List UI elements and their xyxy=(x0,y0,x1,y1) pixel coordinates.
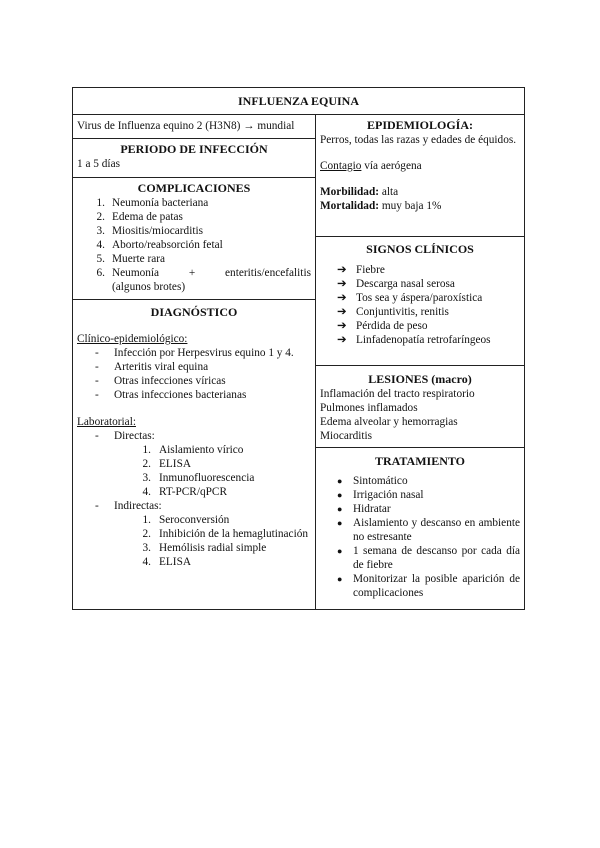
list-item: - Directas: xyxy=(95,430,155,442)
list-item: 3. Miositis/miocarditis xyxy=(96,225,204,237)
list-item: 4. Aborto/reabsorción fetal xyxy=(96,239,223,251)
complicaciones-list xyxy=(77,196,311,294)
lesion-item: Edema alveolar y hemorragias xyxy=(320,416,458,428)
right-column xyxy=(316,115,524,609)
virus-row xyxy=(73,115,315,139)
list-item: ➔ Tos sea y áspera/paroxística xyxy=(337,292,483,304)
list-item: - Infección por Herpesvirus equino 1 y 4. xyxy=(95,347,294,359)
list-item: ➔ Pérdida de peso xyxy=(337,320,428,332)
list-item: 1. Seroconversión xyxy=(142,514,230,526)
lesion-item: Miocarditis xyxy=(320,430,373,442)
list-item: ➔ Descarga nasal serosa xyxy=(337,278,455,290)
list-item: 2. ELISA xyxy=(142,458,192,470)
left-column xyxy=(73,115,316,609)
laboratorial-list xyxy=(77,429,311,443)
list-item: ● Aislamiento y descanso en ambiente no estresante xyxy=(337,517,520,543)
tratamiento-list xyxy=(320,474,520,600)
contagio-line: Contagio vía aerógena xyxy=(320,160,422,172)
list-item: - Indirectas: xyxy=(95,500,162,512)
lesiones-title: LESIONES (macro) xyxy=(368,372,472,386)
periodo-text: 1 a 5 días xyxy=(77,158,120,170)
complicaciones-title: COMPLICACIONES xyxy=(137,181,251,195)
list-item: ● Monitorizar la posible aparición de complicaciones xyxy=(337,573,520,599)
list-item: - Otras infecciones víricas xyxy=(95,375,226,387)
list-item: 1. Neumonía bacteriana xyxy=(96,197,209,209)
list-item: 2. Edema de patas xyxy=(96,211,183,223)
summary-table xyxy=(72,87,525,610)
list-item: 6. Neumonía + enteritis/encefalitis (algunos brotes) xyxy=(96,267,311,293)
epidemiologia-text: Perros, todas las razas y edades de équidos. xyxy=(320,134,517,146)
morbilidad-line: Morbilidad: alta xyxy=(320,186,399,198)
tratamiento-section xyxy=(316,448,524,602)
bullet-icon: ● xyxy=(337,490,343,500)
virus-text: Virus de Influenza equino 2 (H3N8) → mundial xyxy=(77,120,295,132)
list-item: ● Sintomático xyxy=(337,475,408,487)
table-title: INFLUENZA EQUINA xyxy=(73,88,524,115)
list-item: 5. Muerte rara xyxy=(96,253,165,265)
clinico-label: Clínico-epidemiológico: xyxy=(77,333,188,345)
lesiones-section xyxy=(316,366,524,448)
bullet-icon: ● xyxy=(337,476,343,486)
list-item: ● Hidratar xyxy=(337,503,391,515)
bullet-icon: ● xyxy=(337,546,343,556)
mortalidad-line: Mortalidad: muy baja 1% xyxy=(320,200,442,212)
list-item: ● Irrigación nasal xyxy=(337,489,424,501)
indirectas-label: Indirectas: xyxy=(114,500,162,512)
signos-title: SIGNOS CLÍNICOS xyxy=(366,242,474,256)
bullet-icon: ● xyxy=(337,574,343,584)
indirectas-group xyxy=(77,499,311,513)
list-item: 2. Inhibición de la hemaglutinación xyxy=(142,528,309,540)
indirectas-list xyxy=(77,513,311,569)
epidemiologia-title: EPIDEMIOLOGÍA: xyxy=(366,118,473,132)
signos-list xyxy=(320,263,520,347)
arrow-icon: ➔ xyxy=(337,264,347,276)
bullet-icon: ● xyxy=(337,518,343,528)
list-item: 1. Aislamiento vírico xyxy=(142,444,244,456)
complicaciones-section xyxy=(73,178,315,300)
directas-list xyxy=(77,443,311,499)
list-item: - Otras infecciones bacterianas xyxy=(95,389,247,401)
list-item: 3. Inmunofluorescencia xyxy=(142,472,255,484)
arrow-icon: ➔ xyxy=(337,334,347,346)
arrow-icon: ➔ xyxy=(337,278,347,290)
list-item: ➔ Fiebre xyxy=(337,264,385,276)
list-item: - Arteritis viral equina xyxy=(95,361,209,373)
epidemiologia-section xyxy=(316,115,524,237)
periodo-title: PERIODO DE INFECCIÓN xyxy=(120,142,268,156)
periodo-section xyxy=(73,139,315,178)
clinico-list xyxy=(77,346,311,402)
diagnostico-section xyxy=(73,300,315,571)
list-item: ➔ Linfadenopatía retrofaríngeos xyxy=(337,334,491,346)
laboratorial-label: Laboratorial: xyxy=(77,416,136,428)
diagnostico-title: DIAGNÓSTICO xyxy=(150,305,238,319)
bullet-icon: ● xyxy=(337,504,343,514)
tratamiento-title: TRATAMIENTO xyxy=(374,454,465,468)
list-item: 4. ELISA xyxy=(142,556,192,568)
list-item: 4. RT-PCR/qPCR xyxy=(142,486,227,498)
signos-section xyxy=(316,237,524,366)
arrow-icon: ➔ xyxy=(337,292,347,304)
list-item: 3. Hemólisis radial simple xyxy=(142,542,267,554)
list-item: ● 1 semana de descanso por cada día de fiebre xyxy=(337,545,520,571)
directas-label: Directas: xyxy=(114,430,155,442)
lesion-item: Inflamación del tracto respiratorio xyxy=(320,388,475,400)
list-item: ➔ Conjuntivitis, renitis xyxy=(337,306,449,318)
arrow-icon: ➔ xyxy=(337,320,347,332)
lesion-item: Pulmones inflamados xyxy=(320,402,418,414)
arrow-icon: ➔ xyxy=(337,306,347,318)
